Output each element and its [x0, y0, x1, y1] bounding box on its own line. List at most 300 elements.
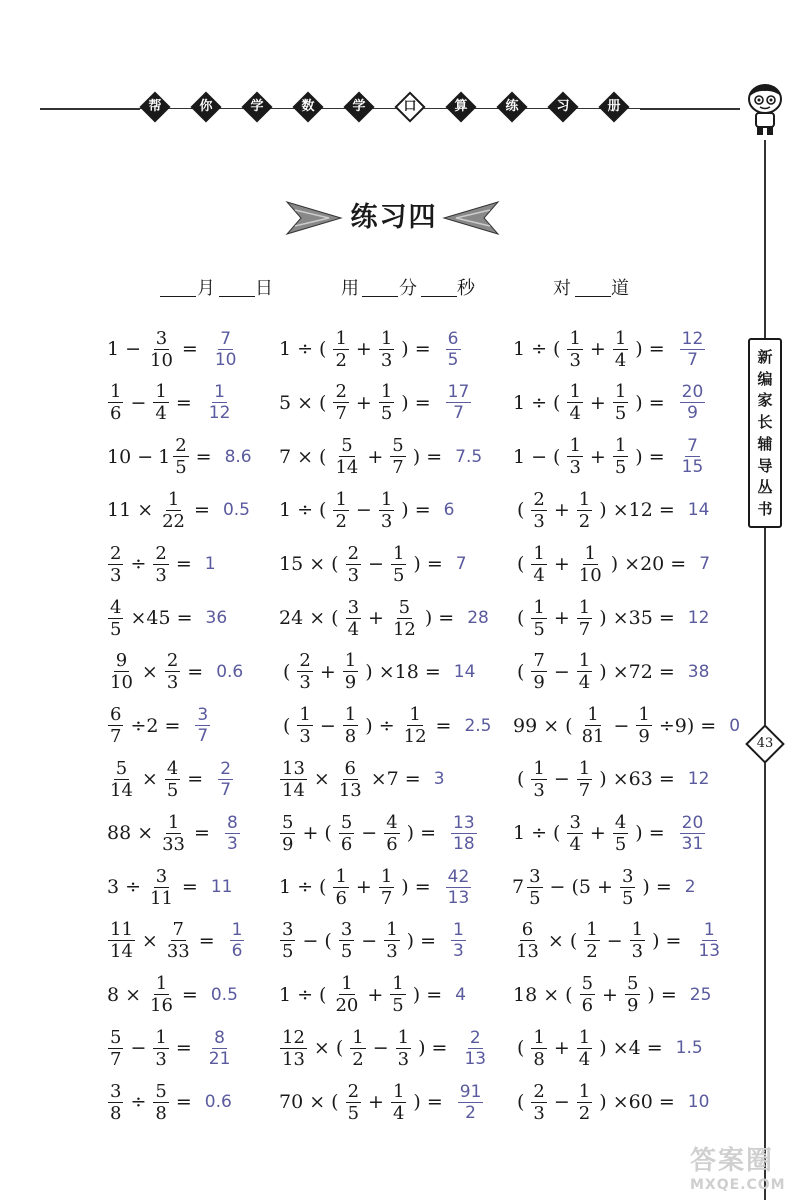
denominator: 8	[344, 726, 357, 748]
fraction	[207, 1028, 233, 1069]
operator: ) =	[424, 607, 455, 629]
numerator: 2	[299, 650, 311, 672]
side-label-char: 长	[757, 413, 773, 432]
operator: ×	[141, 768, 158, 791]
handwritten-answer	[464, 716, 491, 736]
denominator: 9	[687, 403, 698, 424]
fraction	[343, 704, 358, 747]
operator: ×	[141, 660, 158, 683]
operator: − (	[531, 445, 561, 468]
problem-expression	[278, 328, 436, 371]
series-char: 你	[199, 99, 213, 114]
numerator: 1	[587, 704, 599, 726]
fraction	[225, 813, 240, 854]
mixed-number	[512, 866, 545, 909]
fraction	[280, 919, 295, 962]
handwritten-answer	[467, 608, 489, 628]
numerator: 12	[282, 1026, 305, 1048]
day-label: 日	[255, 278, 273, 299]
fraction	[333, 381, 348, 424]
operator: −	[368, 553, 384, 576]
operator: ) =	[401, 391, 431, 414]
denominator: 5	[529, 887, 541, 909]
operator: =	[187, 768, 204, 791]
denominator: 14	[110, 779, 133, 801]
fraction	[195, 705, 210, 746]
number: 7	[279, 445, 292, 468]
numerator: 4	[386, 811, 398, 833]
handwritten-answer	[685, 877, 696, 897]
handwritten-answer	[206, 608, 228, 628]
denominator: 5	[282, 941, 294, 963]
problem-expression	[278, 866, 436, 909]
answer-value: 0	[729, 715, 741, 736]
fraction	[613, 812, 628, 855]
denominator: 15	[681, 457, 704, 478]
fraction	[696, 920, 722, 961]
numerator: 5	[115, 757, 128, 779]
operator: −	[355, 499, 372, 522]
number: 88	[107, 822, 132, 845]
answer-value: 7	[699, 554, 711, 575]
fraction	[160, 812, 187, 855]
denominator: 4	[569, 403, 581, 425]
handwritten-answer	[688, 662, 710, 682]
numerator: 6	[447, 328, 459, 349]
problem-expression	[106, 1081, 197, 1124]
fraction	[108, 758, 135, 801]
operator: ÷	[130, 1091, 147, 1114]
fraction	[108, 543, 123, 586]
numerator: 3	[347, 596, 360, 618]
fraction	[446, 867, 472, 908]
problem-item	[512, 483, 709, 537]
problem-item	[278, 914, 468, 968]
numerator: 1	[453, 920, 464, 941]
fraction	[379, 328, 394, 371]
operator: × (	[543, 983, 573, 1006]
handwritten-answer	[676, 1038, 703, 1058]
problem-item	[106, 699, 212, 753]
answer-value: 11	[210, 877, 233, 897]
problem-item	[512, 806, 707, 860]
watermark-text: 答案圈	[690, 1146, 775, 1176]
operator: ÷ (	[531, 338, 561, 360]
operator: ×7 =	[370, 768, 421, 791]
numerator: 1	[578, 488, 591, 510]
problem-item	[106, 968, 238, 1022]
denominator: 9	[533, 672, 545, 694]
problem-item	[106, 376, 234, 430]
operator: =	[195, 445, 212, 468]
operator: ) ×12 =	[599, 499, 675, 522]
handwritten-answer	[694, 920, 724, 961]
fraction	[462, 1028, 488, 1069]
problem-expression	[106, 328, 203, 371]
fraction	[584, 919, 599, 962]
fraction	[207, 382, 233, 423]
number: 99	[513, 714, 538, 737]
number: 1	[279, 876, 292, 898]
denominator: 2	[352, 1048, 364, 1070]
problem-item	[512, 591, 709, 645]
problem-expression	[512, 973, 682, 1016]
denominator: 11	[150, 887, 173, 909]
problem-expression	[278, 758, 426, 801]
operator: ÷9) =	[658, 714, 717, 737]
operator: +	[355, 338, 372, 360]
fraction	[153, 1081, 168, 1124]
denominator: 2	[578, 1102, 591, 1124]
denominator: 31	[681, 833, 704, 854]
operator: =	[181, 338, 198, 360]
denominator: 13	[698, 941, 721, 962]
denominator: 5	[110, 618, 122, 640]
answer-value: 36	[205, 608, 228, 628]
side-label-char: 家	[757, 391, 773, 410]
denominator: 3	[299, 726, 311, 748]
problem-item	[512, 860, 696, 914]
problem-expression	[278, 704, 456, 747]
numerator: 1	[335, 327, 347, 349]
operator: ÷ (	[297, 338, 327, 360]
problem-expression	[106, 812, 215, 855]
operator: −	[361, 822, 378, 845]
handwritten-answer	[211, 877, 233, 897]
fraction	[148, 328, 175, 371]
denominator: 14	[335, 457, 359, 479]
operator: (	[517, 1091, 525, 1114]
fraction	[391, 597, 418, 640]
operator: =	[175, 391, 192, 414]
operator: −	[553, 1091, 570, 1114]
answer-value: 2	[684, 877, 696, 897]
operator: ) =	[406, 822, 437, 845]
operator: =	[181, 983, 198, 1006]
operator: ÷ (	[297, 983, 327, 1006]
fraction	[514, 919, 541, 962]
denominator: 9	[282, 833, 294, 855]
numerator: 1	[638, 704, 650, 726]
handwritten-answer	[216, 759, 235, 800]
minutes-label: 分	[399, 278, 417, 299]
problem-expression	[106, 866, 203, 909]
operator: +	[553, 607, 570, 629]
denominator: 7	[687, 349, 698, 370]
handwritten-answer	[699, 554, 710, 574]
operator: (	[283, 660, 291, 683]
denominator: 5	[621, 887, 634, 909]
problem-expression	[278, 973, 447, 1016]
problem-expression	[512, 919, 686, 962]
numerator: 9	[115, 650, 128, 672]
operator: ) ×72 =	[599, 660, 675, 683]
answer-value: 8.6	[224, 446, 252, 467]
numerator: 1	[167, 811, 180, 833]
fraction	[580, 704, 607, 747]
fraction	[451, 920, 466, 961]
problem-item	[512, 376, 707, 430]
fraction	[577, 597, 592, 640]
denominator: 6	[386, 833, 398, 855]
answer-value: 28	[467, 608, 489, 628]
problem-item	[106, 1021, 234, 1075]
denominator: 5	[392, 995, 404, 1017]
answer-value: 2.5	[464, 715, 492, 736]
answer-value: 3	[433, 769, 445, 790]
handwritten-answer	[460, 1028, 490, 1069]
series-char: 学	[352, 99, 366, 114]
operator: +	[355, 876, 372, 898]
denominator: 3	[533, 510, 545, 532]
denominator: 10	[214, 349, 237, 370]
problem-item	[512, 1075, 709, 1129]
numerator: 2	[469, 1027, 481, 1048]
denominator: 3	[569, 457, 581, 479]
operator: +	[589, 445, 606, 468]
numerator: 1	[533, 596, 545, 618]
numerator: 1	[578, 596, 591, 618]
numerator: 3	[529, 865, 541, 887]
fraction	[173, 435, 188, 478]
operator: ) =	[635, 391, 665, 414]
numerator: 2	[533, 1080, 545, 1102]
denominator: 13	[464, 1048, 487, 1069]
operator: −	[606, 929, 623, 952]
fraction	[165, 919, 192, 962]
operator: =	[181, 876, 198, 898]
series-char: 习	[556, 99, 570, 114]
problem-expression	[278, 812, 441, 855]
operator: × (	[543, 714, 573, 737]
fraction	[613, 381, 628, 424]
mixed-number	[158, 435, 191, 478]
numerator: 1	[344, 704, 357, 726]
operator: +	[368, 607, 384, 629]
fraction	[446, 382, 472, 423]
fraction	[531, 597, 546, 640]
handwritten-answer	[205, 1092, 232, 1112]
side-label-char: 丛	[757, 478, 773, 497]
numerator: 1	[155, 973, 168, 995]
problem-expression	[512, 812, 670, 855]
problem-expression	[278, 1027, 452, 1070]
fraction	[379, 381, 394, 424]
operator: −	[125, 338, 142, 360]
operator: =	[175, 1037, 192, 1060]
denominator: 7	[578, 618, 591, 640]
denominator: 33	[162, 833, 186, 855]
fraction	[531, 489, 546, 532]
numerator: 1	[586, 919, 598, 941]
fraction	[343, 650, 358, 693]
fraction	[531, 1081, 546, 1124]
denominator: 4	[614, 349, 627, 371]
problem-item	[106, 537, 216, 591]
numerator: 1	[352, 1026, 364, 1048]
problem-expression	[106, 597, 198, 640]
month-label: 月	[197, 278, 215, 299]
number: 18	[513, 983, 538, 1006]
operator: ) ×35 =	[599, 607, 675, 629]
fraction	[390, 973, 405, 1016]
fraction	[297, 650, 312, 693]
number: 70	[279, 1091, 304, 1114]
answer-value: 1.5	[675, 1038, 703, 1059]
number: 10	[107, 445, 132, 468]
fraction	[108, 1081, 123, 1124]
side-label-char: 导	[757, 456, 773, 475]
operator: ÷2 =	[130, 714, 181, 737]
fraction	[613, 435, 628, 478]
fraction	[390, 435, 405, 478]
problem-expression	[106, 435, 217, 478]
numerator: 1	[569, 435, 581, 457]
numerator: 1	[392, 542, 405, 564]
number: 3	[107, 876, 120, 898]
fraction	[680, 382, 706, 423]
handwritten-answer	[688, 500, 710, 520]
operator: + (	[302, 822, 332, 845]
problem-item	[106, 483, 250, 537]
denominator: 4	[155, 403, 167, 425]
operator: ) =	[401, 876, 431, 898]
operator: ) ×4 =	[599, 1037, 663, 1060]
numerator: 1	[299, 704, 311, 726]
operator: −	[372, 1037, 389, 1060]
denominator: 7	[392, 457, 404, 479]
fraction	[165, 758, 180, 801]
operator: +	[589, 391, 606, 414]
side-label-char: 辅	[757, 434, 773, 453]
numerator: 5	[398, 596, 411, 618]
fraction	[613, 328, 628, 371]
denominator: 16	[150, 995, 173, 1017]
denominator: 6	[110, 403, 122, 425]
operator: (	[517, 553, 525, 576]
problem-expression	[106, 1027, 197, 1070]
denominator: 4	[569, 833, 581, 855]
operator: ÷ (	[531, 391, 561, 414]
series-char: 数	[301, 99, 315, 114]
fraction	[680, 329, 706, 370]
used-label: 用	[341, 278, 359, 299]
watermark	[690, 1140, 800, 1193]
answer-value: 0.5	[222, 500, 250, 521]
problem-item	[106, 645, 243, 699]
fraction	[379, 489, 394, 532]
operator: −	[130, 391, 147, 414]
operator: ×	[137, 822, 154, 845]
problem-expression	[278, 919, 441, 962]
denominator: 2	[578, 510, 591, 532]
denominator: 3	[226, 833, 238, 854]
denominator: 20	[335, 995, 359, 1017]
problem-item	[106, 914, 246, 968]
denominator: 5	[347, 1102, 360, 1124]
problem-expression	[278, 543, 448, 586]
fraction	[402, 704, 429, 747]
number: 24	[279, 607, 304, 629]
operator: ) ×20 =	[610, 553, 687, 576]
handwritten-answer	[456, 554, 467, 574]
denominator: 3	[299, 672, 311, 694]
numerator: 4	[614, 811, 627, 833]
problem-expression	[278, 381, 436, 424]
problem-item	[278, 537, 467, 591]
operator: ) =	[412, 983, 443, 1006]
numerator: 1	[231, 920, 243, 941]
denominator: 10	[578, 564, 602, 586]
denominator: 6	[231, 941, 243, 962]
number: 1	[279, 338, 292, 360]
denominator: 3	[533, 1102, 545, 1124]
numerator: 1	[335, 488, 347, 510]
numerator: 6	[344, 757, 356, 779]
fraction	[567, 435, 582, 478]
operator: =	[194, 499, 210, 522]
fraction	[339, 812, 354, 855]
handwritten-answer	[690, 985, 712, 1005]
fraction	[333, 489, 348, 532]
problem-expression	[512, 489, 680, 532]
number: 1	[513, 822, 526, 845]
numerator: 20	[681, 812, 704, 833]
numerator: 11	[110, 919, 133, 941]
operator: ) =	[406, 929, 437, 952]
fraction	[625, 973, 640, 1016]
operator: ×45 =	[130, 607, 193, 629]
operator: ÷	[125, 876, 142, 898]
operator: ) =	[413, 553, 443, 576]
fraction	[577, 1081, 592, 1124]
numerator: 1	[380, 488, 393, 510]
fraction	[333, 435, 360, 478]
answer-value: 0.5	[210, 984, 238, 1005]
denominator: 21	[208, 1048, 231, 1069]
handwritten-answer	[205, 1028, 235, 1069]
numerator: 1	[569, 381, 581, 403]
denominator: 10	[110, 672, 133, 694]
denominator: 5	[533, 618, 545, 640]
operator: ) =	[642, 876, 672, 898]
fraction	[567, 812, 582, 855]
operator: ) =	[413, 1091, 443, 1114]
problem-item	[106, 1075, 232, 1129]
numerator: 5	[110, 1026, 122, 1048]
operator: × (	[309, 553, 339, 576]
numerator: 5	[626, 973, 639, 995]
denominator: 3	[380, 510, 393, 532]
handwritten-answer	[211, 985, 238, 1005]
operator: ) =	[635, 338, 665, 360]
denominator: 13	[338, 779, 362, 801]
numerator: 2	[220, 758, 232, 779]
denominator: 3	[380, 349, 393, 371]
operator: =	[175, 553, 192, 576]
series-char: 帮	[148, 99, 162, 114]
operator: (	[517, 768, 525, 791]
problem-expression	[278, 1081, 448, 1124]
problem-item	[278, 752, 445, 806]
denominator: 7	[220, 779, 232, 800]
numerator: 17	[447, 382, 470, 403]
operator: +	[367, 983, 384, 1006]
problem-expression	[512, 328, 670, 371]
fraction	[346, 597, 361, 640]
answer-value: 4	[455, 984, 466, 1005]
numerator: 4	[110, 596, 122, 618]
